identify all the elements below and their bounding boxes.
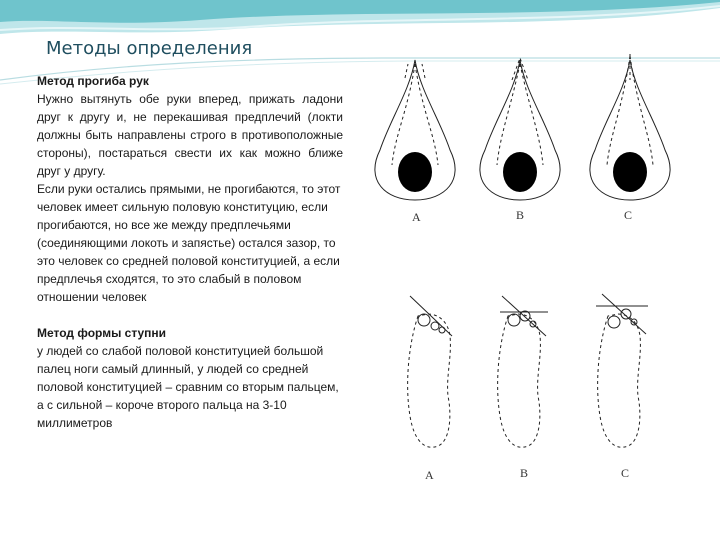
hand-label-a: A [412,210,421,224]
foot-label-b: B [520,466,529,480]
foot-shape-description: у людей со слабой половой конституцией большой палец ноги самый длинный, у людей со средней половой конституцией – сравним со вторым пальцем, а с сильной – короче второго пальца на 3-10 миллиметров [37,344,339,430]
foot-diagram-b [498,296,548,447]
foot-label-c: C [621,466,630,480]
foot-label-a: A [425,468,434,482]
foot-shape-figure [390,286,680,486]
section-heading-arm-bend: Метод прогиба рук [37,74,149,88]
arm-diagram-a [375,60,455,200]
arm-diagram-c [590,54,670,200]
section-heading-foot-shape: Метод формы ступни [37,326,167,340]
foot-diagram-c [596,294,648,447]
arm-bend-instructions: Нужно вытянуть обе руки вперед, прижать ладони друг к другу и, не перекашивая предплечий (локти должны быть направлены строго в противоположные стороны), постараться свести их как можно ближе друг у другу. [37,92,343,178]
text-column [37,72,343,432]
arm-bend-figure [360,50,700,235]
hand-label-c: C [624,208,633,222]
arm-diagram-b [480,58,560,200]
slide-title: Методы определения [46,38,253,59]
arm-bend-interpretation: Если руки остались прямыми, не прогибаются, то этот человек имеет сильную половую конституцию, если прогибаются, но все же между предплечьями (соединяющими локоть и запястье) остался зазор, то это человек со средней половой конституцией, а если предплечья сходятся, то это слабый в половом отношении человек [37,182,341,304]
foot-diagram-a [408,296,452,447]
hand-label-b: B [516,208,525,222]
